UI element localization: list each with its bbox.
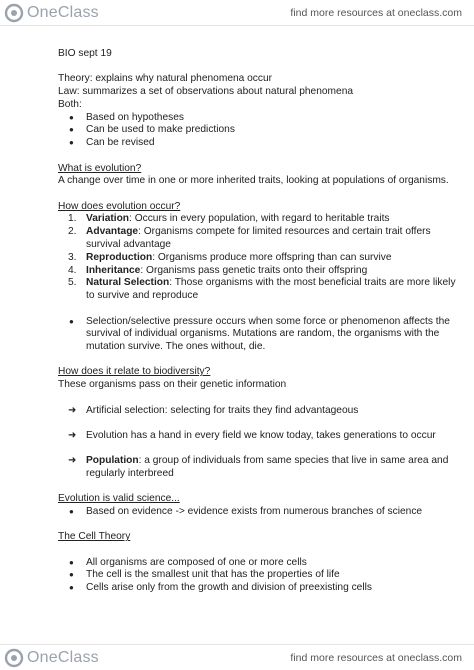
- law-line: Law: summarizes a set of observations about natural phenomena: [58, 86, 354, 98]
- item-term: Variation: [86, 213, 130, 225]
- item-text: : Those organisms with the most beneficial traits are more likely to survive and reproduce: [86, 277, 456, 302]
- doc-title: BIO sept 19: [58, 48, 112, 59]
- item-text: : Organisms pass genetic traits onto their offspring: [140, 264, 368, 276]
- arrow-list: [58, 405, 458, 481]
- both-list: [58, 112, 458, 150]
- theory-line: Theory: explains why natural phenomena occur: [58, 73, 273, 85]
- list-item: [58, 405, 458, 418]
- list-item: ● Selection/selective pressure occurs when some force or phenomenon affects the survival of individual organisms. Mutations are random, the organisms with the mutation survive. The ones without, die.: [58, 316, 458, 354]
- list-item: [58, 265, 458, 278]
- arrow-right-icon: ➜: [68, 404, 77, 416]
- list-item: [58, 213, 458, 226]
- item-text: : Organisms produce more offspring than can survive: [152, 251, 392, 263]
- both-line: Both:: [58, 98, 82, 110]
- list-item: [58, 455, 458, 481]
- arrow-right-icon: ➜: [68, 429, 77, 441]
- biodiversity-text: These organisms pass on their genetic information: [58, 379, 287, 391]
- list-item: [58, 226, 458, 252]
- item-number: 4.: [68, 264, 77, 276]
- document-body: [58, 48, 458, 595]
- item-term: Population: [86, 455, 139, 467]
- arrow-right-icon: ➜: [68, 455, 77, 467]
- valid-list: [58, 506, 458, 519]
- item-term: Advantage: [86, 226, 139, 238]
- list-item: ● Cells arise only from the growth and division of preexisting cells: [58, 582, 458, 595]
- selection-list: [58, 316, 458, 354]
- cell-heading: The Cell Theory: [58, 531, 131, 543]
- resources-link[interactable]: find more resources at oneclass.com: [290, 651, 462, 664]
- logo-text: OneClass: [27, 3, 99, 21]
- list-item: ● Based on hypotheses: [58, 112, 458, 125]
- item-term: Natural Selection: [86, 277, 170, 289]
- item-text: Evolution has a hand in every field we know today, takes generations to occur: [86, 429, 436, 441]
- footer-bar: [0, 644, 474, 670]
- list-item: ● Can be used to make predictions: [58, 124, 458, 137]
- what-heading: What is evolution?: [58, 162, 142, 174]
- oneclass-logo-icon: [4, 648, 24, 668]
- oneclass-logo[interactable]: [4, 648, 99, 668]
- item-number: 3.: [68, 251, 77, 263]
- item-number: 2.: [68, 226, 77, 238]
- list-item: ● All organisms are composed of one or more cells: [58, 557, 458, 570]
- header-bar: [0, 0, 474, 26]
- item-number: 5.: [68, 277, 77, 289]
- list-item: ● Based on evidence -> evidence exists from numerous branches of science: [58, 506, 458, 519]
- what-text: A change over time in one or more inherited traits, looking at populations of organisms.: [58, 175, 449, 187]
- how-heading: How does evolution occur?: [58, 200, 181, 212]
- cell-list: [58, 557, 458, 595]
- item-number: 1.: [68, 213, 77, 225]
- list-item: ● The cell is the smallest unit that has the properties of life: [58, 569, 458, 582]
- item-term: Reproduction: [86, 251, 153, 263]
- item-text: : Organisms compete for limited resources and certain trait offers survival advantage: [86, 226, 431, 251]
- item-text: : a group of individuals from same species that live in same area and regularly interbreed: [86, 455, 449, 479]
- list-item: [58, 277, 458, 303]
- list-item: [58, 252, 458, 265]
- valid-heading: Evolution is valid science...: [58, 493, 180, 505]
- list-item: ● Can be revised: [58, 137, 458, 150]
- how-list: [58, 213, 458, 303]
- oneclass-logo-icon: [4, 3, 24, 23]
- item-text: Artificial selection: selecting for traits they find advantageous: [86, 404, 359, 416]
- item-text: : Occurs in every population, with regard to heritable traits: [129, 213, 390, 225]
- oneclass-logo[interactable]: [4, 3, 99, 23]
- biodiversity-heading: How does it relate to biodiversity?: [58, 366, 211, 378]
- list-item: [58, 430, 458, 443]
- item-term: Inheritance: [86, 264, 141, 276]
- resources-link[interactable]: find more resources at oneclass.com: [290, 6, 462, 19]
- logo-text: OneClass: [27, 648, 99, 666]
